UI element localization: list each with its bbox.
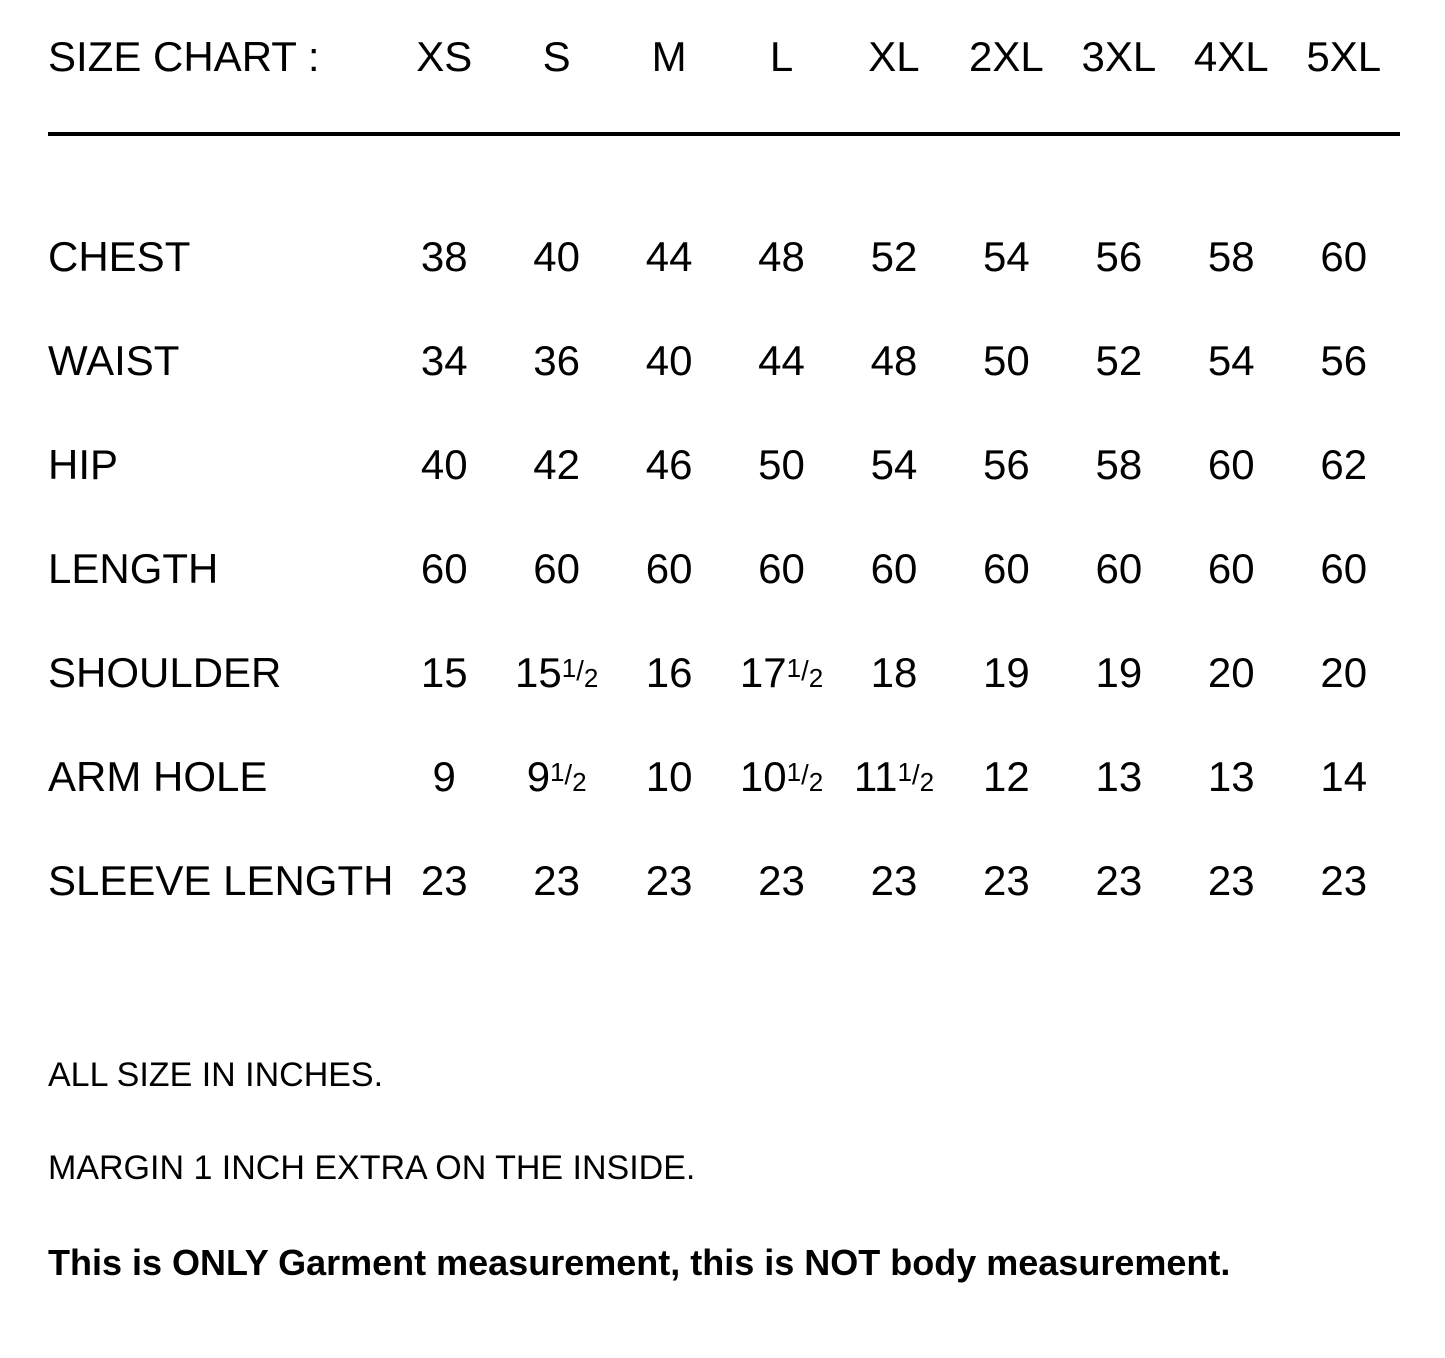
measurement-value: 60 bbox=[1095, 545, 1143, 592]
measurement-value: 19 bbox=[1095, 649, 1143, 696]
size-header-3xl: 3XL bbox=[1081, 33, 1157, 80]
size-chart-table-wrapper bbox=[48, 33, 1400, 964]
header-rule-row bbox=[48, 132, 1400, 154]
size-chart-head bbox=[48, 33, 1400, 236]
header-spacer-row bbox=[48, 154, 1400, 236]
size-header-row bbox=[48, 36, 1400, 132]
measurement-label: WAIST bbox=[48, 337, 180, 384]
measurement-value: 60 bbox=[1320, 233, 1368, 280]
measurement-value: 42 bbox=[533, 441, 581, 488]
horizontal-rule bbox=[48, 132, 1400, 136]
measurement-value: 60 bbox=[420, 545, 468, 592]
size-header-xs: XS bbox=[416, 33, 473, 80]
measurement-value: 91/2 bbox=[526, 753, 587, 800]
header-rule-cell bbox=[48, 132, 1400, 154]
size-header-2xl: 2XL bbox=[969, 33, 1044, 80]
measurement-value: 48 bbox=[758, 233, 805, 280]
measurement-value: 18 bbox=[870, 649, 918, 696]
measurement-value: 9 bbox=[432, 753, 456, 800]
measurement-label: SLEEVE LENGTH bbox=[48, 857, 394, 904]
measurement-value: 60 bbox=[1207, 545, 1255, 592]
measurement-value: 14 bbox=[1320, 753, 1368, 800]
measurement-value: 101/2 bbox=[739, 753, 824, 800]
measurement-label: SHOULDER bbox=[48, 649, 282, 696]
table-row bbox=[48, 340, 1400, 444]
fraction: 1/2 bbox=[786, 757, 824, 797]
measurement-value: 52 bbox=[870, 233, 918, 280]
measurement-value: 56 bbox=[1320, 337, 1368, 384]
measurement-value: 20 bbox=[1320, 649, 1368, 696]
measurement-label: HIP bbox=[48, 441, 119, 488]
measurement-value: 23 bbox=[1320, 857, 1368, 904]
measurement-value: 40 bbox=[533, 233, 581, 280]
measurement-value: 12 bbox=[983, 753, 1030, 800]
measurement-value: 50 bbox=[758, 441, 805, 488]
note-line: ALL SIZE IN INCHES. bbox=[48, 1056, 384, 1094]
measurement-value: 52 bbox=[1095, 337, 1143, 384]
measurement-value: 60 bbox=[1320, 545, 1368, 592]
measurement-value: 56 bbox=[1095, 233, 1143, 280]
measurement-value: 23 bbox=[758, 857, 805, 904]
note-line: This is ONLY Garment measurement, this is NOT body measurement. bbox=[48, 1241, 1231, 1283]
measurement-label: ARM HOLE bbox=[48, 753, 268, 800]
fraction: 1/2 bbox=[550, 757, 587, 797]
measurement-value: 13 bbox=[1207, 753, 1255, 800]
table-row bbox=[48, 860, 1400, 964]
measurement-value: 151/2 bbox=[515, 649, 599, 696]
table-row bbox=[48, 652, 1400, 756]
measurement-value: 60 bbox=[533, 545, 581, 592]
size-header-5xl: 5XL bbox=[1306, 33, 1382, 80]
measurement-value: 44 bbox=[758, 337, 805, 384]
measurement-value: 60 bbox=[983, 545, 1030, 592]
measurement-value: 23 bbox=[645, 857, 693, 904]
size-header-xl: XL bbox=[868, 33, 920, 80]
table-row bbox=[48, 756, 1400, 860]
notes-section bbox=[48, 1055, 1388, 1284]
measurement-value: 44 bbox=[645, 233, 693, 280]
measurement-value: 38 bbox=[420, 233, 468, 280]
fraction: 1/2 bbox=[897, 757, 935, 797]
measurement-value: 23 bbox=[1207, 857, 1255, 904]
table-row bbox=[48, 548, 1400, 652]
size-header-s: S bbox=[542, 33, 571, 80]
measurement-label: LENGTH bbox=[48, 545, 219, 592]
fraction: 1/2 bbox=[786, 653, 824, 693]
measurement-value: 171/2 bbox=[739, 649, 824, 696]
measurement-value: 36 bbox=[533, 337, 581, 384]
measurement-value: 10 bbox=[645, 753, 693, 800]
measurement-value: 34 bbox=[420, 337, 468, 384]
measurement-value: 48 bbox=[870, 337, 918, 384]
measurement-value: 23 bbox=[870, 857, 918, 904]
measurement-value: 56 bbox=[983, 441, 1030, 488]
measurement-value: 54 bbox=[1207, 337, 1255, 384]
measurement-value: 23 bbox=[533, 857, 581, 904]
header-spacer-cell bbox=[48, 154, 1400, 236]
measurement-value: 54 bbox=[983, 233, 1030, 280]
measurement-value: 60 bbox=[758, 545, 805, 592]
measurement-value: 20 bbox=[1207, 649, 1255, 696]
measurement-value: 54 bbox=[870, 441, 918, 488]
measurement-value: 58 bbox=[1095, 441, 1143, 488]
size-chart-table bbox=[48, 33, 1400, 964]
measurement-value: 58 bbox=[1207, 233, 1255, 280]
fraction: 1/2 bbox=[561, 653, 599, 693]
measurement-value: 60 bbox=[870, 545, 918, 592]
measurement-value: 62 bbox=[1320, 441, 1368, 488]
measurement-value: 15 bbox=[420, 649, 468, 696]
size-chart-body bbox=[48, 233, 1400, 964]
note-line: MARGIN 1 INCH EXTRA ON THE INSIDE. bbox=[48, 1148, 696, 1187]
measurement-value: 46 bbox=[645, 441, 693, 488]
measurement-value: 23 bbox=[1095, 857, 1143, 904]
measurement-value: 16 bbox=[645, 649, 693, 696]
size-header-4xl: 4XL bbox=[1193, 33, 1269, 80]
measurement-value: 13 bbox=[1095, 753, 1143, 800]
measurement-value: 23 bbox=[983, 857, 1030, 904]
measurement-value: 50 bbox=[983, 337, 1030, 384]
measurement-value: 111/2 bbox=[853, 753, 935, 800]
table-row bbox=[48, 236, 1400, 340]
size-chart-title: SIZE CHART : bbox=[48, 33, 320, 80]
measurement-value: 23 bbox=[420, 857, 468, 904]
measurement-label: CHEST bbox=[48, 233, 191, 280]
measurement-value: 40 bbox=[420, 441, 468, 488]
measurement-value: 40 bbox=[645, 337, 693, 384]
measurement-value: 60 bbox=[645, 545, 693, 592]
measurement-value: 60 bbox=[1207, 441, 1255, 488]
size-header-m: M bbox=[651, 33, 687, 80]
size-header-l: L bbox=[769, 33, 794, 80]
table-row bbox=[48, 444, 1400, 548]
measurement-value: 19 bbox=[983, 649, 1030, 696]
